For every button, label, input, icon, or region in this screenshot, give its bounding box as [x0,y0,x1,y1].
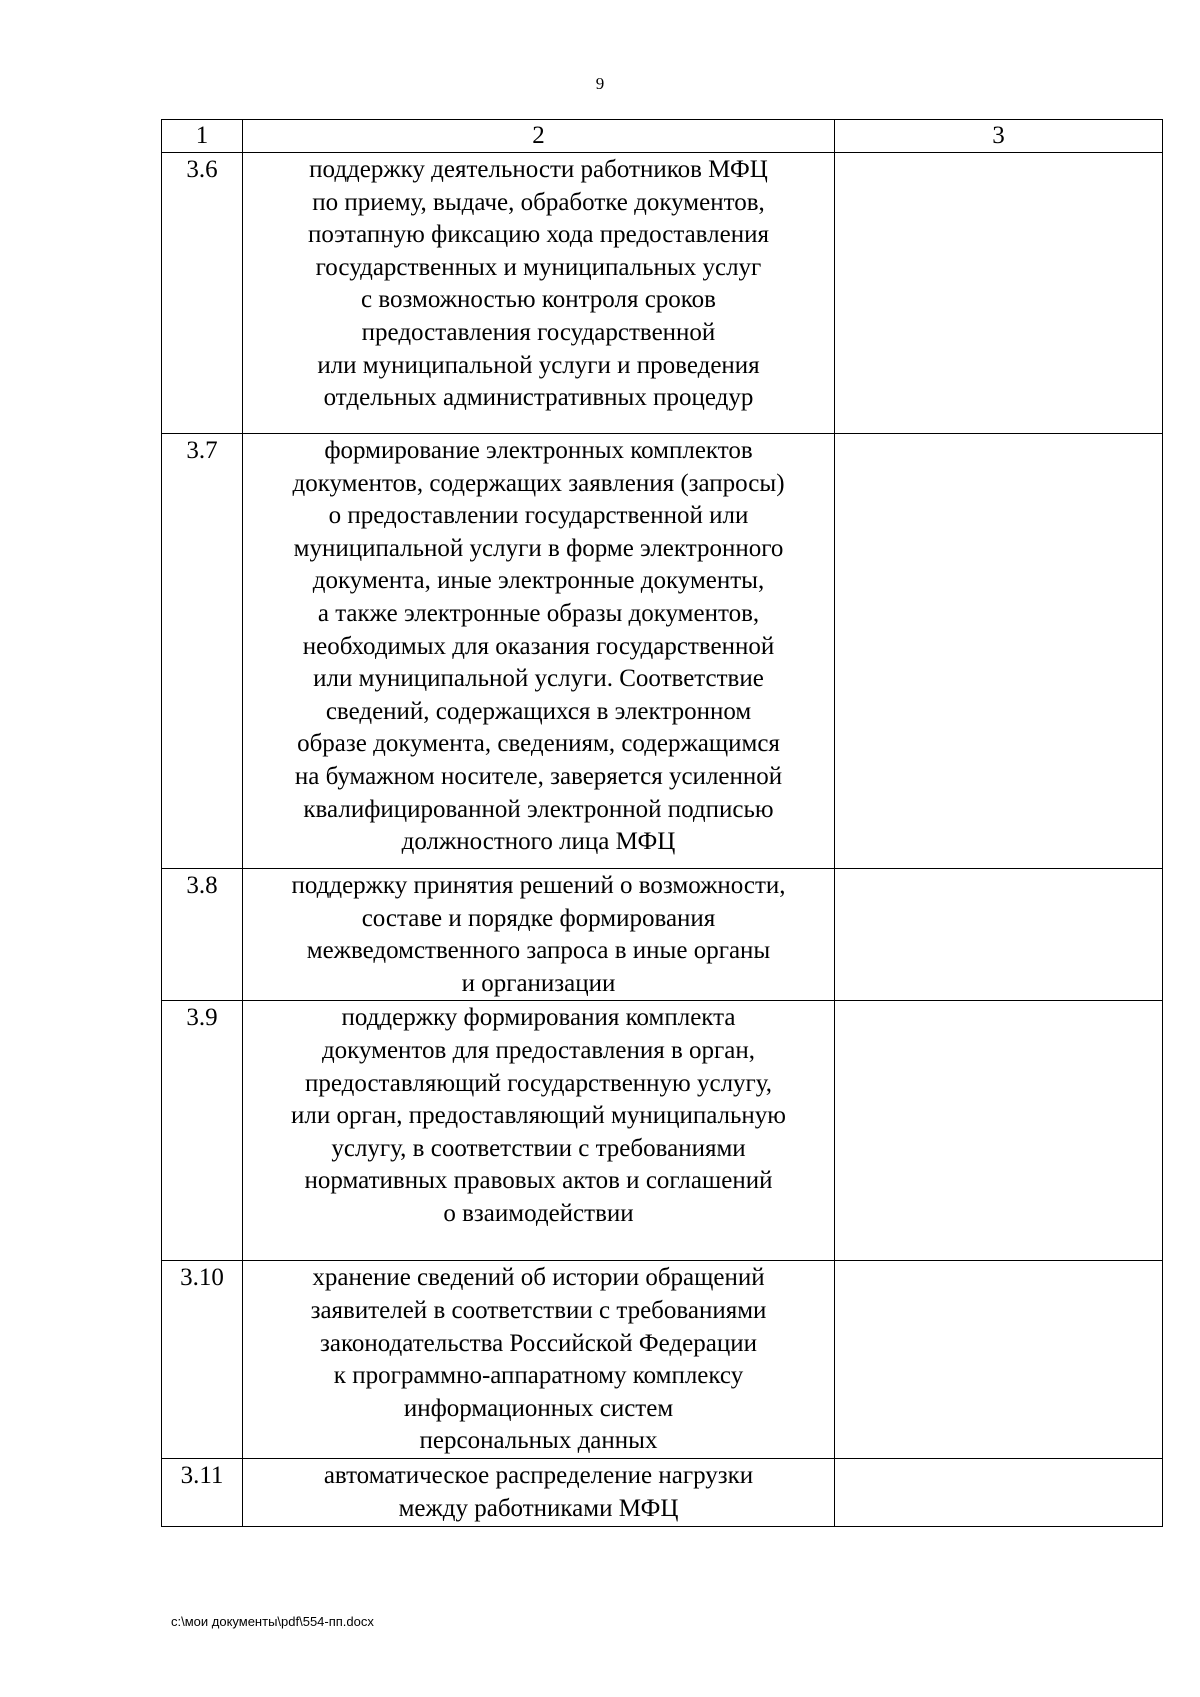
item-number: 3.6 [162,153,243,434]
requirements-table [161,119,1163,1527]
table-header-row [162,120,1163,153]
item-description: формирование электронных комплектов документов, содержащих заявления (запросы) о предоставлении государственной или муниципальной услуги в форме электронного документа, иные электронные документы, а также электронные образы документов, необходимых для оказания государственной или муниципальной услуги. Соответствие сведений, содержащихся в электронном образе документа, сведениям, содержащимся на бумажном носителе, заверяется усиленной квалифицированной электронной подписью должностного лица МФЦ [243,434,835,869]
item-description: поддержку деятельности работников МФЦ по приему, выдаче, обработке документов, поэтапную фиксацию хода предоставления государственных и муниципальных услуг с возможностью контроля сроков предоставления государственной или муниципальной услуги и проведения отдельных административных процедур [243,153,835,434]
item-notes-cell [835,153,1163,434]
item-number: 3.11 [162,1459,243,1526]
document-file-path: c:\мои документы\pdf\554-пп.docx [171,1614,374,1629]
table-row [162,153,1163,434]
item-number: 3.7 [162,434,243,869]
item-number: 3.8 [162,869,243,1001]
item-number: 3.9 [162,1001,243,1261]
item-notes-cell [835,1001,1163,1261]
item-description: автоматическое распределение нагрузки между работниками МФЦ [243,1459,835,1526]
item-notes-cell [835,1261,1163,1459]
table-row [162,1459,1163,1526]
column-header-3: 3 [835,120,1163,153]
item-notes-cell [835,1459,1163,1526]
table-row [162,434,1163,869]
item-description: поддержку формирования комплекта документов для предоставления в орган, предоставляющий государственную услугу, или орган, предоставляющий муниципальную услугу, в соответствии с требованиями нормативных правовых актов и соглашений о взаимодействии [243,1001,835,1261]
page-number: 9 [595,74,605,93]
table-row [162,1261,1163,1459]
column-header-1: 1 [162,120,243,153]
item-description: хранение сведений об истории обращений заявителей в соответствии с требованиями законодательства Российской Федерации к программно-аппаратному комплексу информационных систем персональных данных [243,1261,835,1459]
item-description: поддержку принятия решений о возможности, составе и порядке формирования межведомственного запроса в иные органы и организации [243,869,835,1001]
item-notes-cell [835,869,1163,1001]
table-row [162,1001,1163,1261]
column-header-2: 2 [243,120,835,153]
item-number: 3.10 [162,1261,243,1459]
table-row [162,869,1163,1001]
item-notes-cell [835,434,1163,869]
